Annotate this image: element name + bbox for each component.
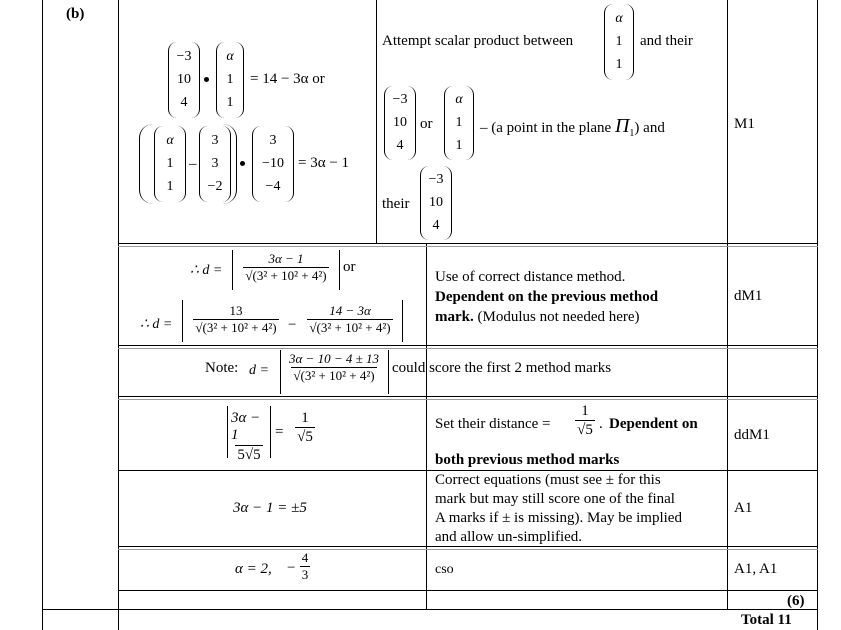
mark-m1: M1 <box>734 116 755 132</box>
mark-a1-a1: A1, A1 <box>734 561 778 577</box>
fraction-1: $\frac{3\alpha - 1}{\text{√(3² + 10² + 4²)}}$ <box>245 251 327 283</box>
fraction-3: $\frac{14 - 3\alpha}{\text{√(3² + 10² + 4²)}}$ <box>309 303 391 335</box>
answer-fraction: $\frac{4}{3}$ <box>301 550 309 582</box>
vector-f: −3 10 4 <box>384 86 416 160</box>
point-text: – (a point in the plane $\Pi_1$) and <box>480 115 665 139</box>
vector-b: α 1 1 <box>216 42 244 118</box>
vector-g: α 1 1 <box>444 86 474 160</box>
and-their-text: and their <box>640 33 693 49</box>
mark-ddm1: ddM1 <box>734 427 770 443</box>
equation-1: = 14 − 3α or <box>250 71 325 87</box>
vector-c: α 1 1 <box>154 126 186 202</box>
equation-2: = 3α − 1 <box>298 155 350 171</box>
vector-h: −3 10 4 <box>420 166 452 240</box>
question-total: Total 11 <box>741 612 792 628</box>
vector-e: 3 −10 −4 <box>252 126 294 202</box>
attempt-vector: α 1 1 <box>604 4 634 80</box>
lhs-fraction: $\frac{3\alpha - 1}{5√5}$ <box>231 410 261 463</box>
attempt-text: Attempt scalar product between <box>382 33 574 49</box>
part-total: (6) <box>787 593 805 609</box>
part-label: (b) <box>66 6 85 22</box>
fraction-2: $\frac{13}{\text{√(3² + 10² + 4²)}}$ <box>195 303 277 335</box>
mark-a1: A1 <box>734 500 753 516</box>
fraction-note: $\frac{3\alpha - 10 - 4 \pm 13}{\text{√(3² + 10² + 4²)}}$ <box>288 351 379 383</box>
their-text: their <box>382 196 410 212</box>
vector-d: 3 3 −2 <box>199 126 231 202</box>
rhs-fraction: $\frac{1}{√5}$ <box>297 410 313 446</box>
dot-product-symbol <box>204 77 209 82</box>
or-text: or <box>420 116 433 132</box>
mark-dm1: dM1 <box>734 288 763 304</box>
vector-a: −3 10 4 <box>168 42 200 118</box>
dot-product-symbol <box>240 161 245 166</box>
